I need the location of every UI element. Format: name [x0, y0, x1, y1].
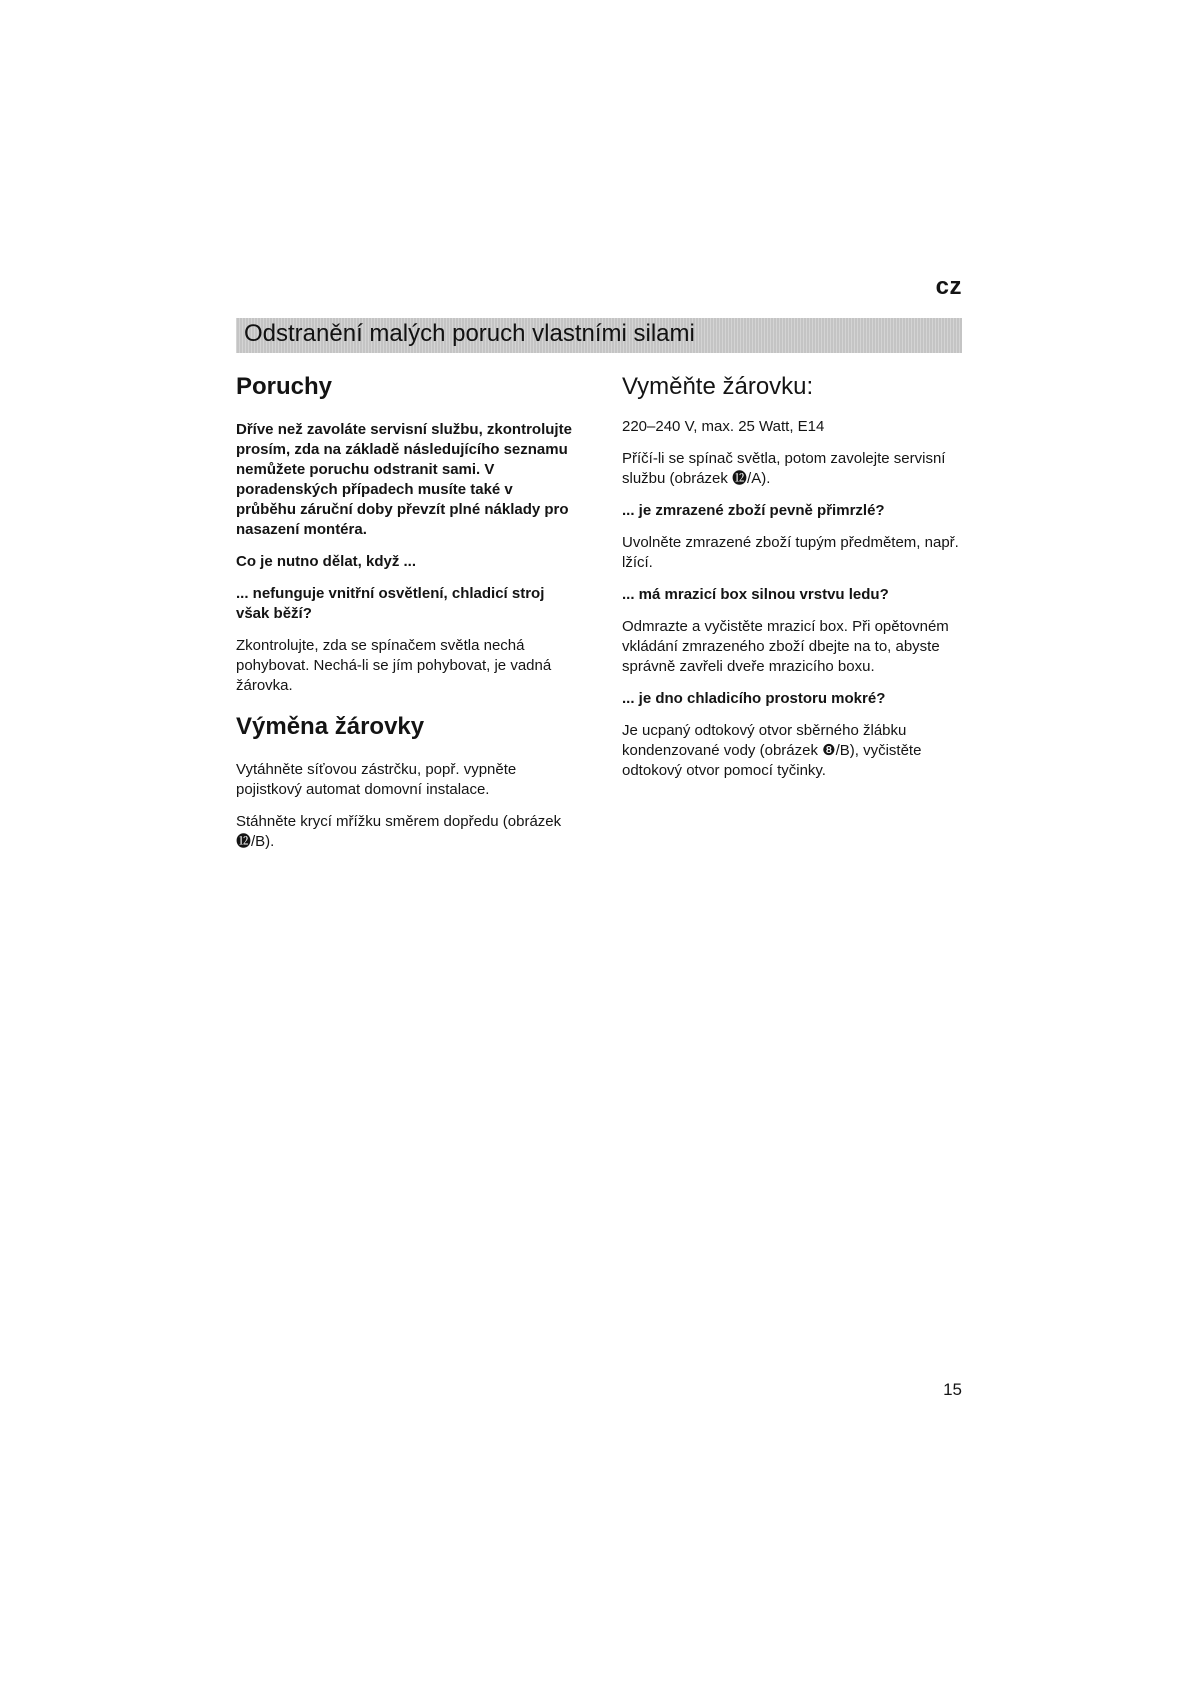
page-number: 15 — [943, 1380, 962, 1399]
question-wet: ... je dno chladicího prostoru mokré? — [622, 690, 886, 707]
question-ice: ... má mrazicí box silnou vrstvu ledu? — [622, 586, 889, 603]
answer-ice: Odmrazte a vyčistěte mrazicí box. Při opětovném vkládání zmrazeného zboží dbejte na to, abyste správně zavřeli dveře mrazicího boxu. — [622, 618, 949, 675]
step-remove-cover: Stáhněte krycí mřížku směrem dopředu (obrázek ⓬/B). — [236, 813, 562, 850]
section-title: Odstranění malých poruch vlastními silami — [244, 320, 695, 347]
step-unplug: Vytáhněte síťovou zástrčku, popř. vypněte pojistkový automat domovní instalace. — [236, 761, 517, 798]
heading-bulb-replacement: Výměna žárovky — [236, 713, 425, 740]
section-title-band — [236, 318, 962, 353]
what-to-do-label: Co je nutno dělat, když ... — [236, 553, 417, 570]
left-column — [236, 372, 572, 864]
answer-light: Zkontrolujte, zda se spínačem světla nechá pohybovat. Nechá-li se jím pohybovat, je vadná žárovka. — [236, 637, 552, 694]
language-code: cz — [935, 273, 962, 300]
bulb-spec: 220–240 V, max. 25 Watt, E14 — [622, 418, 825, 435]
answer-frozen: Uvolněte zmrazené zboží tupým předmětem, např. lžící. — [622, 534, 959, 571]
right-column — [622, 372, 968, 793]
answer-wet: Je ucpaný odtokový otvor sběrného žlábku kondenzované vody (obrázek ❽/B), vyčistěte odtokový otvor pomocí tyčinky. — [622, 722, 922, 779]
question-frozen: ... je zmrazené zboží pevně přimrzlé? — [622, 502, 885, 519]
switch-stuck-note: Příčí-li se spínač světla, potom zavolejte servisní službu (obrázek ⓬/A). — [622, 450, 946, 487]
heading-faults: Poruchy — [236, 373, 333, 400]
intro-paragraph: Dříve než zavoláte servisní službu, zkontrolujte prosím, zda na základě následujícího seznamu nemůžete poruchu odstranit sami. V poradenských případech musíte také v průběhu záruční doby převzít plné náklady pro nasazení montéra. — [236, 421, 572, 538]
heading-replace-bulb: Vyměňte žárovku: — [622, 373, 814, 400]
question-light: ... nefunguje vnitřní osvětlení, chladicí stroj však běží? — [236, 585, 545, 622]
